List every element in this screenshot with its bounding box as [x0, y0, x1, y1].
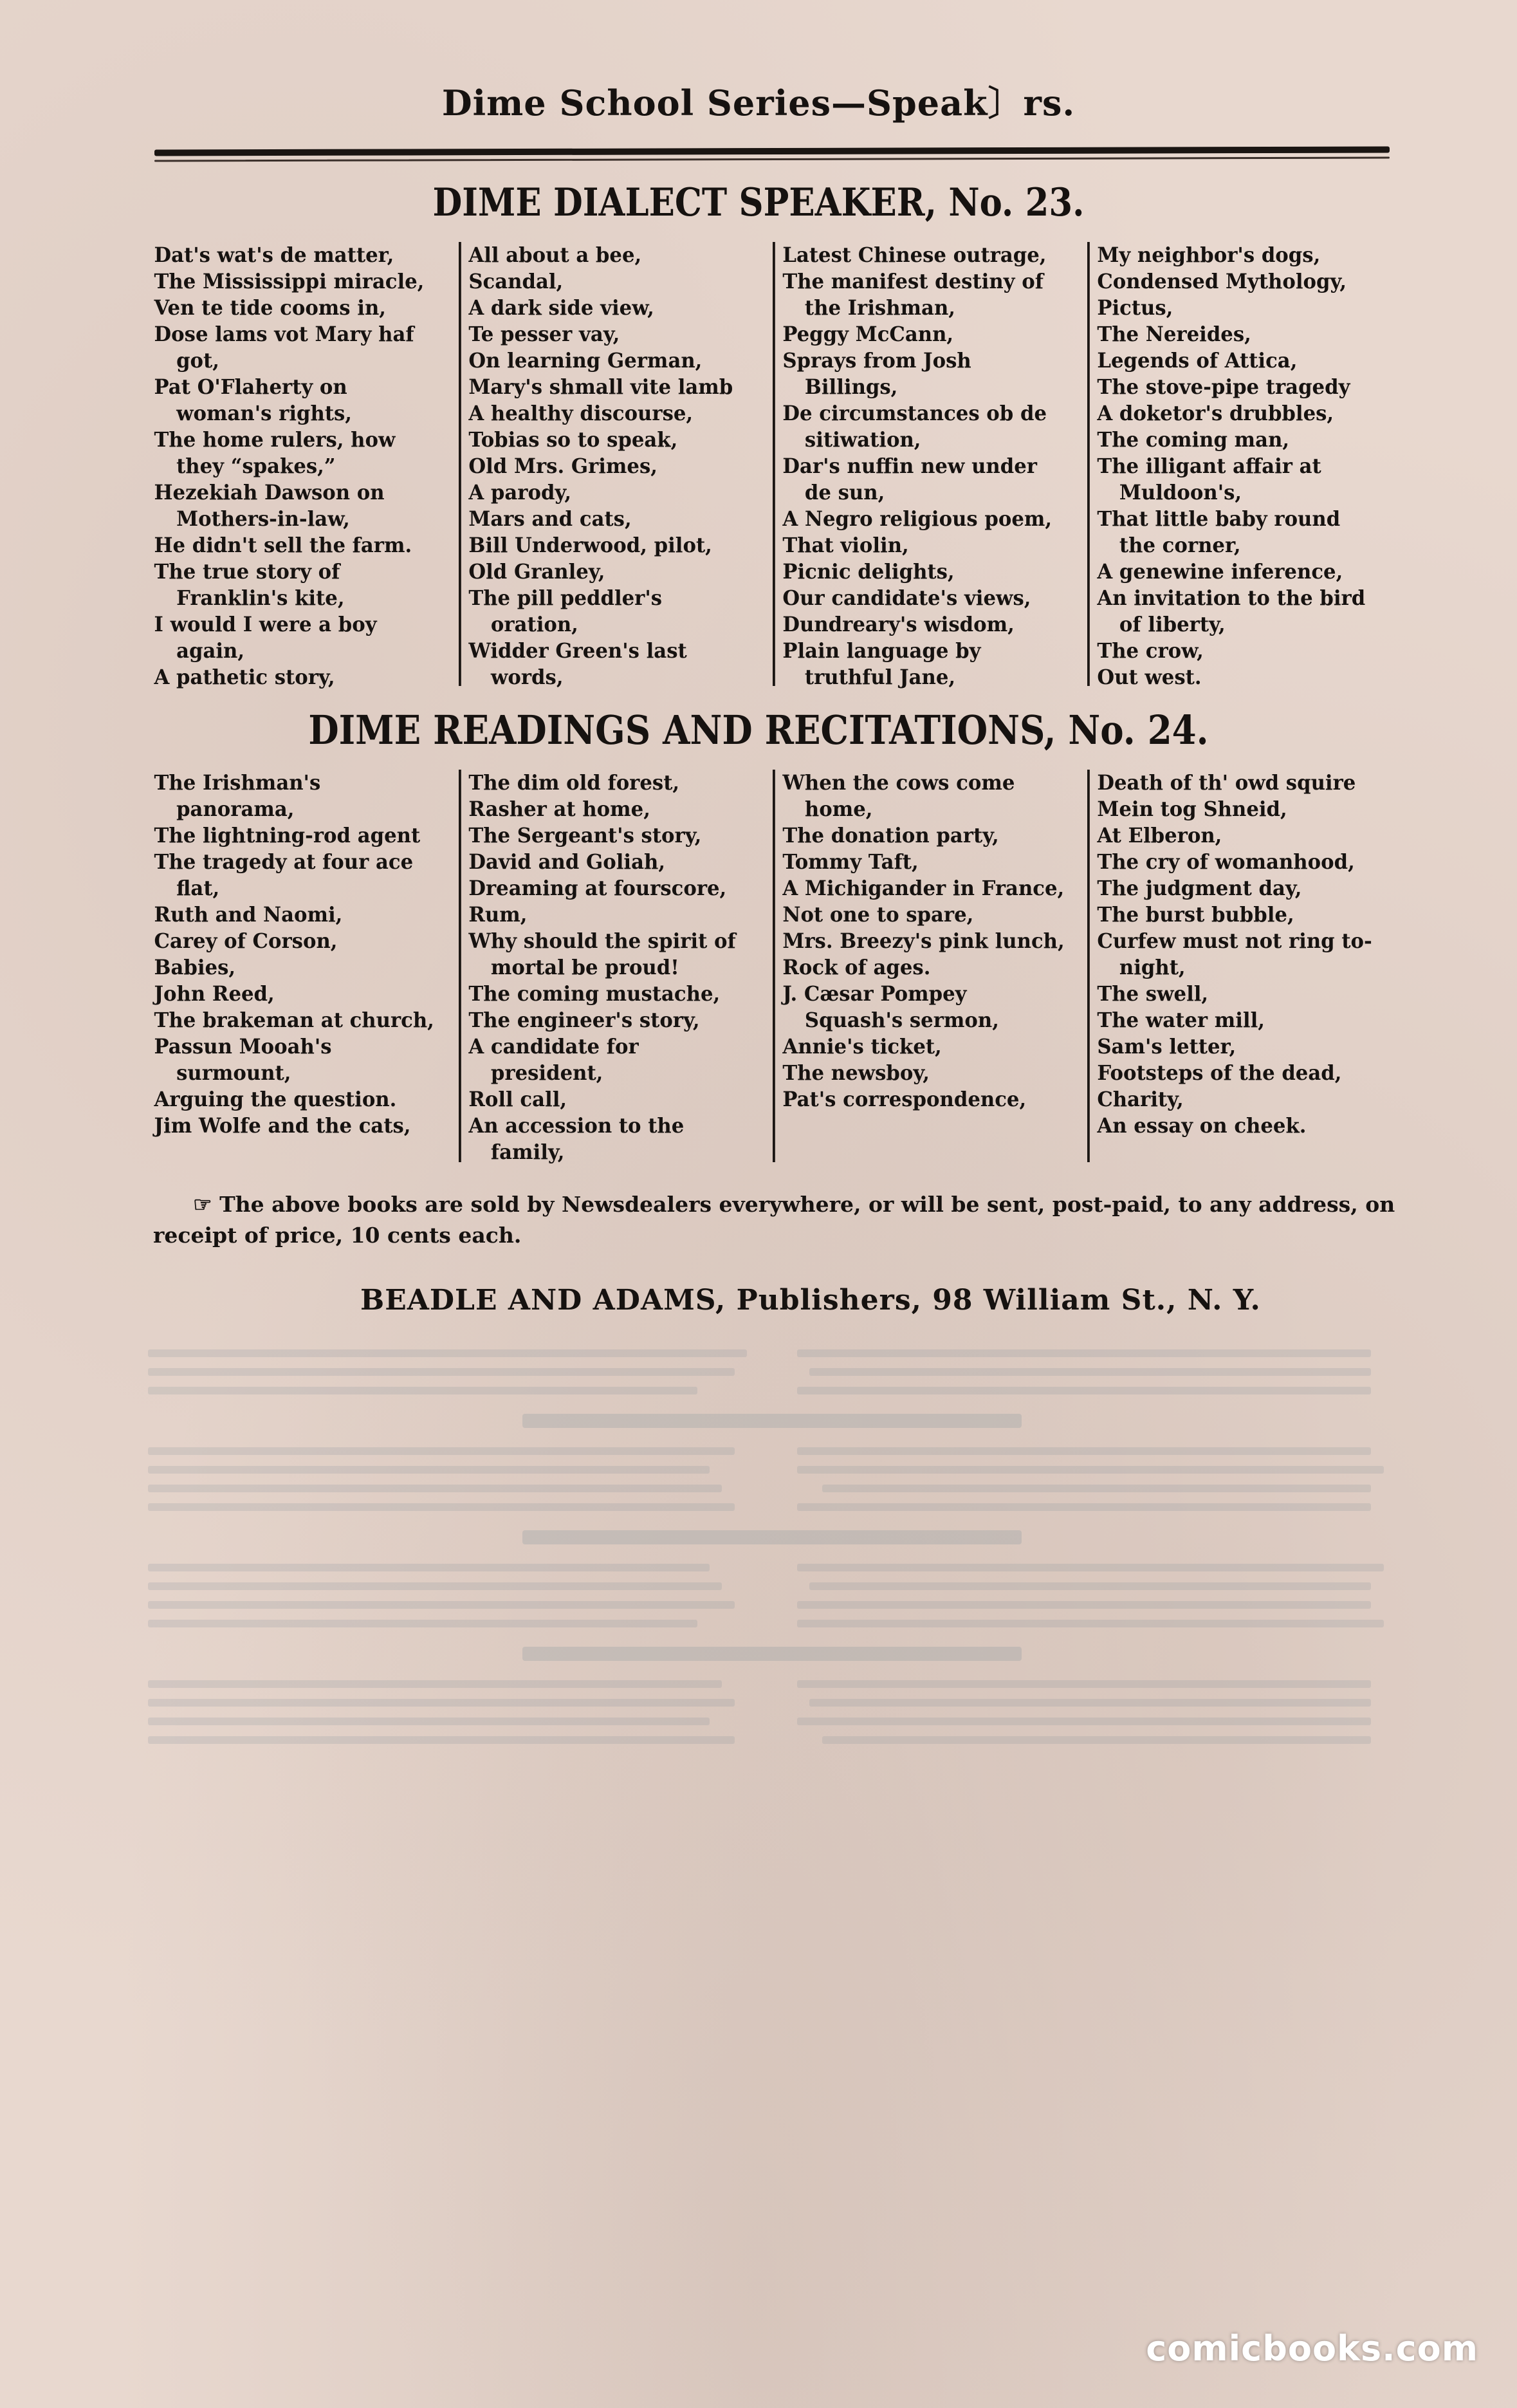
series-title: Dime School Series—Speak〕rs.	[441, 82, 1076, 124]
contents-entry: Curfew must not ring to-night,	[1096, 929, 1372, 979]
contents-entry: The manifest destiny of the Irishman,	[782, 269, 1044, 320]
contents-entry: A Michigander in France,	[782, 876, 1065, 900]
contents-entry: Our candidate's views,	[782, 586, 1031, 610]
dialect-speaker-title: DIME DIALECT SPEAKER, No. 23.	[432, 180, 1085, 225]
contents-entry: A genewine inference,	[1096, 559, 1343, 584]
contents-entry: Mars and cats,	[468, 506, 632, 531]
readings-column-2	[459, 770, 760, 1162]
contents-entry: The crow,	[1096, 638, 1204, 663]
contents-entry: Not one to spare,	[782, 902, 974, 927]
contents-entry: Tommy Taft,	[782, 849, 919, 874]
readings-title: DIME READINGS AND RECITATIONS, No. 24.	[308, 707, 1209, 754]
show-through-text	[148, 1338, 1396, 2304]
site-watermark: comicbooks.com	[1146, 2328, 1478, 2369]
contents-entry: The true story of Franklin's kite,	[154, 559, 345, 610]
contents-entry: Roll call,	[468, 1087, 567, 1111]
dialect-column-3	[773, 242, 1074, 689]
contents-entry: A candidate for president,	[468, 1034, 639, 1085]
contents-entry: Condensed Mythology,	[1096, 269, 1347, 293]
contents-entry: Mein tog Shneid,	[1096, 797, 1287, 821]
contents-entry: Pat O'Flaherty on woman's rights,	[154, 375, 353, 425]
contents-entry: The stove-pipe tragedy	[1096, 375, 1350, 399]
contents-entry: Peggy McCann,	[782, 322, 954, 346]
contents-entry: At Elberon,	[1096, 823, 1222, 847]
contents-entry: On learning German,	[468, 348, 702, 373]
contents-entry: Rum,	[468, 902, 527, 927]
contents-entry: A Negro religious poem,	[782, 506, 1053, 531]
contents-entry: Sprays from Josh Billings,	[782, 348, 971, 399]
contents-entry: Latest Chinese outrage,	[782, 243, 1047, 267]
contents-entry: An essay on cheek.	[1096, 1113, 1306, 1138]
contents-entry: A doketor's drubbles,	[1096, 401, 1334, 425]
contents-entry: Footsteps of the dead,	[1096, 1060, 1341, 1085]
contents-entry: Death of th' owd squire	[1096, 770, 1356, 795]
contents-entry: The brakeman at church,	[154, 1008, 434, 1032]
contents-entry: The Mississippi miracle,	[154, 269, 425, 293]
contents-entry: The donation party,	[782, 823, 999, 847]
header-rule-thin	[154, 156, 1390, 162]
contents-entry: That violin,	[782, 533, 909, 557]
contents-entry: Arguing the question.	[154, 1087, 397, 1111]
contents-entry: The burst bubble,	[1096, 902, 1294, 927]
dialect-column-4	[1087, 242, 1389, 689]
dialect-column-1	[147, 242, 446, 689]
contents-entry: Picnic delights,	[782, 559, 955, 584]
contents-entry: Annie's ticket,	[782, 1034, 942, 1059]
contents-entry: Old Mrs. Grimes,	[468, 454, 657, 478]
contents-entry: Hezekiah Dawson on Mothers-in-law,	[154, 480, 385, 531]
contents-entry: Dundreary's wisdom,	[782, 612, 1015, 636]
contents-entry: The cry of womanhood,	[1096, 849, 1355, 874]
contents-entry: Rock of ages.	[782, 955, 931, 979]
contents-entry: The judgment day,	[1096, 876, 1301, 900]
contents-entry: The water mill,	[1096, 1008, 1265, 1032]
contents-entry: Widder Green's last words,	[468, 638, 687, 689]
contents-entry: Why should the spirit of mortal be proud!	[468, 929, 736, 979]
contents-entry: The coming man,	[1096, 427, 1289, 452]
contents-entry: Tobias so to speak,	[468, 427, 677, 452]
contents-entry: A pathetic story,	[154, 665, 335, 689]
contents-entry: Jim Wolfe and the cats,	[154, 1113, 411, 1138]
contents-entry: The tragedy at four ace flat,	[154, 849, 414, 900]
contents-entry: The dim old forest,	[468, 770, 679, 795]
contents-entry: Dar's nuffin new under de sun,	[782, 454, 1037, 505]
contents-entry: The Nereides,	[1096, 322, 1251, 346]
contents-entry: The newsboy,	[782, 1060, 930, 1085]
dialect-speaker-contents	[147, 242, 1401, 689]
header-rule	[154, 146, 1390, 156]
contents-entry: Old Granley,	[468, 559, 605, 584]
contents-entry: Dose lams vot Mary haf got,	[154, 322, 414, 373]
contents-entry: Pat's correspondence,	[782, 1087, 1027, 1111]
contents-entry: Rasher at home,	[468, 797, 650, 821]
contents-entry: Plain language by truthful Jane,	[782, 638, 981, 689]
contents-entry: The Sergeant's story,	[468, 823, 701, 847]
contents-entry: Mrs. Breezy's pink lunch,	[782, 929, 1065, 953]
contents-entry: The home rulers, how they “spakes,”	[154, 427, 396, 478]
contents-entry: Carey of Corson,	[154, 929, 338, 953]
contents-entry: The Irishman's panorama,	[154, 770, 321, 821]
contents-entry: Charity,	[1096, 1087, 1184, 1111]
contents-entry: A healthy discourse,	[468, 401, 693, 425]
contents-entry: Pictus,	[1096, 295, 1173, 320]
readings-column-3	[773, 770, 1074, 1162]
contents-entry: J. Cæsar Pompey Squash's sermon,	[782, 981, 999, 1032]
readings-contents	[147, 770, 1401, 1162]
contents-entry: He didn't sell the farm.	[154, 533, 412, 557]
contents-entry: I would I were a boy again,	[154, 612, 377, 663]
contents-entry: Mary's shmall vite lamb	[468, 375, 733, 399]
contents-entry: The coming mustache,	[468, 981, 720, 1006]
contents-entry: All about a bee,	[468, 243, 641, 267]
contents-entry: When the cows come home,	[782, 770, 1015, 821]
contents-entry: An accession to the family,	[468, 1113, 684, 1164]
contents-entry: Dreaming at fourscore,	[468, 876, 726, 900]
contents-entry: Scandal,	[468, 269, 563, 293]
readings-column-1	[147, 770, 446, 1162]
contents-entry: Dat's wat's de matter,	[154, 243, 394, 267]
contents-entry: An invitation to the bird of liberty,	[1096, 586, 1365, 636]
contents-entry: Ven te tide cooms in,	[154, 295, 386, 320]
contents-entry: John Reed,	[154, 981, 275, 1006]
contents-entry: Passun Mooah's surmount,	[154, 1034, 332, 1085]
contents-entry: Bill Underwood, pilot,	[468, 533, 712, 557]
contents-entry: The swell,	[1096, 981, 1208, 1006]
contents-entry: De circumstances ob de sitiwation,	[782, 401, 1047, 452]
contents-entry: The engineer's story,	[468, 1008, 700, 1032]
contents-entry: Te pesser vay,	[468, 322, 620, 346]
contents-entry: Babies,	[154, 955, 236, 979]
contents-entry: My neighbor's dogs,	[1096, 243, 1320, 267]
contents-entry: A dark side view,	[468, 295, 654, 320]
contents-entry: Ruth and Naomi,	[154, 902, 343, 927]
contents-entry: Legends of Attica,	[1096, 348, 1297, 373]
contents-entry: David and Goliah,	[468, 849, 665, 874]
publisher-line: BEADLE AND ADAMS, Publishers, 98 William St., N. Y.	[360, 1284, 1261, 1317]
contents-entry: Sam's letter,	[1096, 1034, 1236, 1059]
contents-entry: A parody,	[468, 480, 571, 505]
contents-entry: That little baby round the corner,	[1096, 506, 1340, 557]
contents-entry: The lightning-rod agent	[154, 823, 421, 847]
contents-entry: The pill peddler's oration,	[468, 586, 662, 636]
readings-column-4	[1087, 770, 1389, 1162]
contents-entry: Out west.	[1096, 665, 1202, 689]
contents-entry: The illigant affair at Muldoon's,	[1096, 454, 1321, 505]
sales-notice: ☞ The above books are sold by Newsdealers everywhere, or will be sent, post-paid, to any address, on receipt of price, 10 cents each.	[153, 1192, 1395, 1248]
dialect-column-2	[459, 242, 760, 689]
